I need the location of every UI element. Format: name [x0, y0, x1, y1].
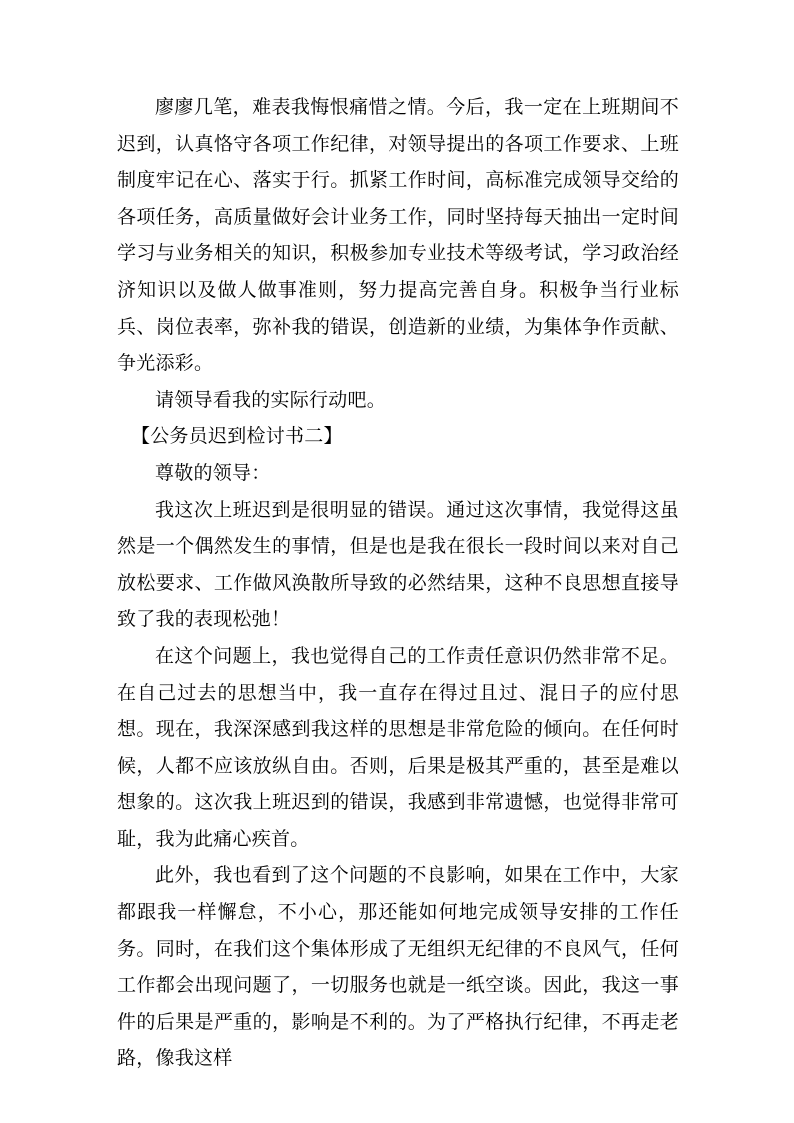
document-body	[117, 89, 679, 1077]
section-heading: 【公务员迟到检讨书二】	[131, 425, 343, 448]
paragraph-impact: 此外，我也看到了这个问题的不良影响，如果在工作中，大家都跟我一样懈怠，不小心，那还能如何地完成领导安排的工作任务。同时，在我们这个集体形成了无组织无纪律的不良风气，任何工作都会出现问题了，一切服务也就是一纸空谈。因此，我这一事件的后果是严重的，影响是不利的。为了严格执行纪律，不再走老路，像我这样	[117, 864, 679, 1070]
paragraph-admission: 我这次上班迟到是很明显的错误。通过这次事情，我觉得这虽然是一个偶然发生的事情，但是也是我在很长一段时间以来对自己放松要求、工作做风涣散所导致的必然结果，这种不良思想直接导致了我的表现松弛！	[117, 498, 679, 631]
paragraph-request: 请领导看我的实际行动吧。	[155, 388, 387, 411]
salutation: 尊敬的领导：	[155, 461, 271, 484]
paragraph-closing-resolution: 廖廖几笔，难表我悔恨痛惜之情。今后，我一定在上班期间不迟到，认真恪守各项工作纪律，对领导提出的各项工作要求、上班制度牢记在心、落实于行。抓紧工作时间，高标准完成领导交给的各项任务，高质量做好会计业务工作，同时坚持每天抽出一定时间学习与业务相关的知识，积极参加专业技术等级考试，学习政治经济知识以及做人做事准则，努力提高完善自身。积极争当行业标兵、岗位表率，弥补我的错误，创造新的业绩，为集体争作贡献、争光添彩。	[117, 96, 679, 375]
paragraph-reflection: 在这个问题上，我也觉得自己的工作责任意识仍然非常不足。在自己过去的思想当中，我一直存在得过且过、混日子的应付思想。现在，我深深感到我这样的思想是非常危险的倾向。在任何时候，人都不应该放纵自由。否则，后果是极其严重的，甚至是难以想象的。这次我上班迟到的错误，我感到非常遗憾，也觉得非常可耻，我为此痛心疾首。	[117, 644, 679, 850]
